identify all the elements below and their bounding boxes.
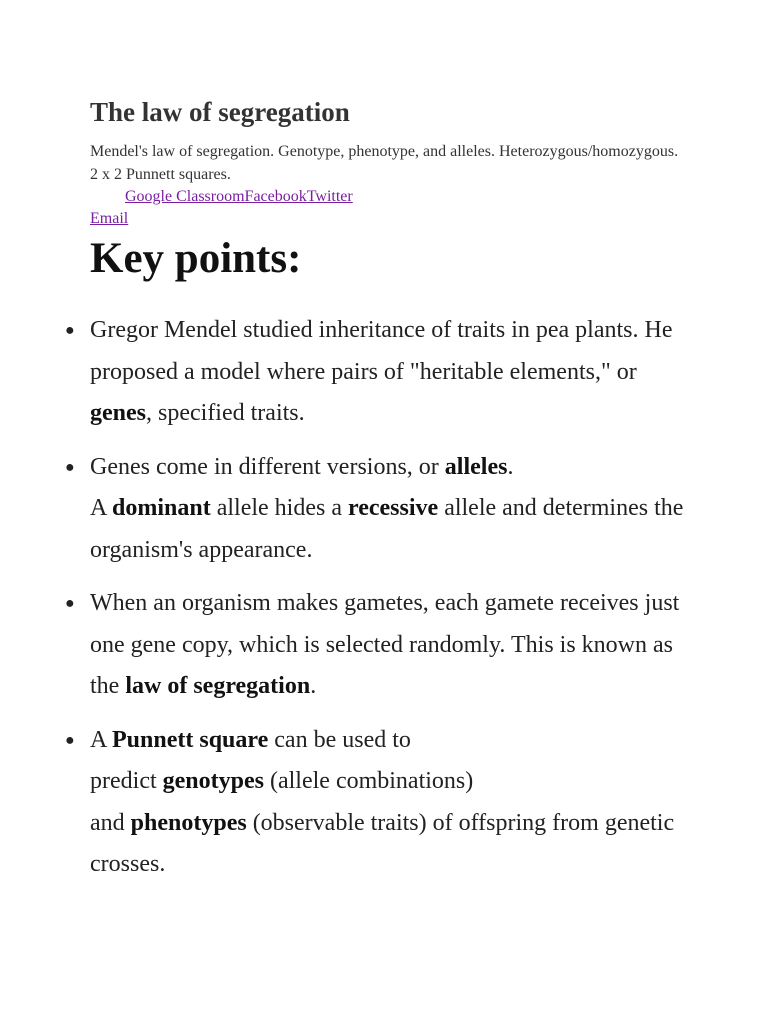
point-bold-term: recessive [348, 495, 439, 521]
point-text: and [90, 809, 131, 836]
point-text: allele and determines the organism's appearance. [90, 495, 684, 563]
list-item [65, 447, 690, 572]
page-title: The law of segregation [90, 97, 350, 127]
share-twitter-link[interactable]: Twitter [306, 188, 353, 205]
point-bold-term: phenotypes [130, 809, 247, 836]
article-description: Mendel's law of segregation. Genotype, phenotype, and alleles. Heterozygous/homozygous. 2 x 2 Punnett squares. [90, 143, 679, 183]
list-item [65, 583, 690, 708]
key-points-list [65, 310, 690, 886]
point-bold-term: dominant [112, 495, 211, 521]
bullet-icon: ● [65, 731, 75, 749]
point-bold-term: law of segregation [125, 673, 311, 699]
key-points-heading: Key points: [90, 235, 302, 282]
point-text: Gregor Mendel studied inheritance of traits in pea plants. He proposed a model where pairs of "heritable elements," or [90, 317, 673, 385]
point-bold-term: genotypes [162, 768, 264, 794]
share-facebook-link[interactable]: Facebook [244, 188, 307, 205]
list-item [65, 310, 690, 435]
point-text: allele hides a [210, 495, 348, 521]
point-text: predict [90, 768, 163, 794]
point-text: When an organism makes gametes, each gamete receives just one gene copy, which is selected randomly. This is known as the [90, 590, 680, 699]
article [65, 93, 690, 898]
point-text: , specified traits. [146, 400, 305, 426]
point-bold-term: genes [90, 400, 146, 426]
list-item [65, 720, 690, 886]
point-bold-term: Punnett square [112, 726, 269, 753]
point-text: . [310, 673, 317, 699]
bullet-icon: ● [65, 458, 75, 476]
share-links [90, 186, 690, 208]
point-text: . [507, 453, 514, 480]
share-links-row-2 [90, 208, 690, 230]
bullet-icon: ● [65, 595, 75, 612]
share-email-link[interactable]: Email [90, 210, 129, 227]
point-text: A [90, 495, 113, 521]
point-text: can be used to [268, 726, 411, 753]
point-text: Genes come in different versions, or [90, 453, 445, 480]
point-text: (observable traits) of offspring from genetic crosses. [90, 809, 675, 877]
point-text: (allele combinations) [263, 768, 474, 794]
bullet-icon: ● [65, 322, 75, 339]
point-text: A [90, 726, 113, 753]
share-google-classroom-link[interactable]: Google Classroom [125, 188, 245, 205]
point-bold-term: alleles [444, 453, 508, 480]
